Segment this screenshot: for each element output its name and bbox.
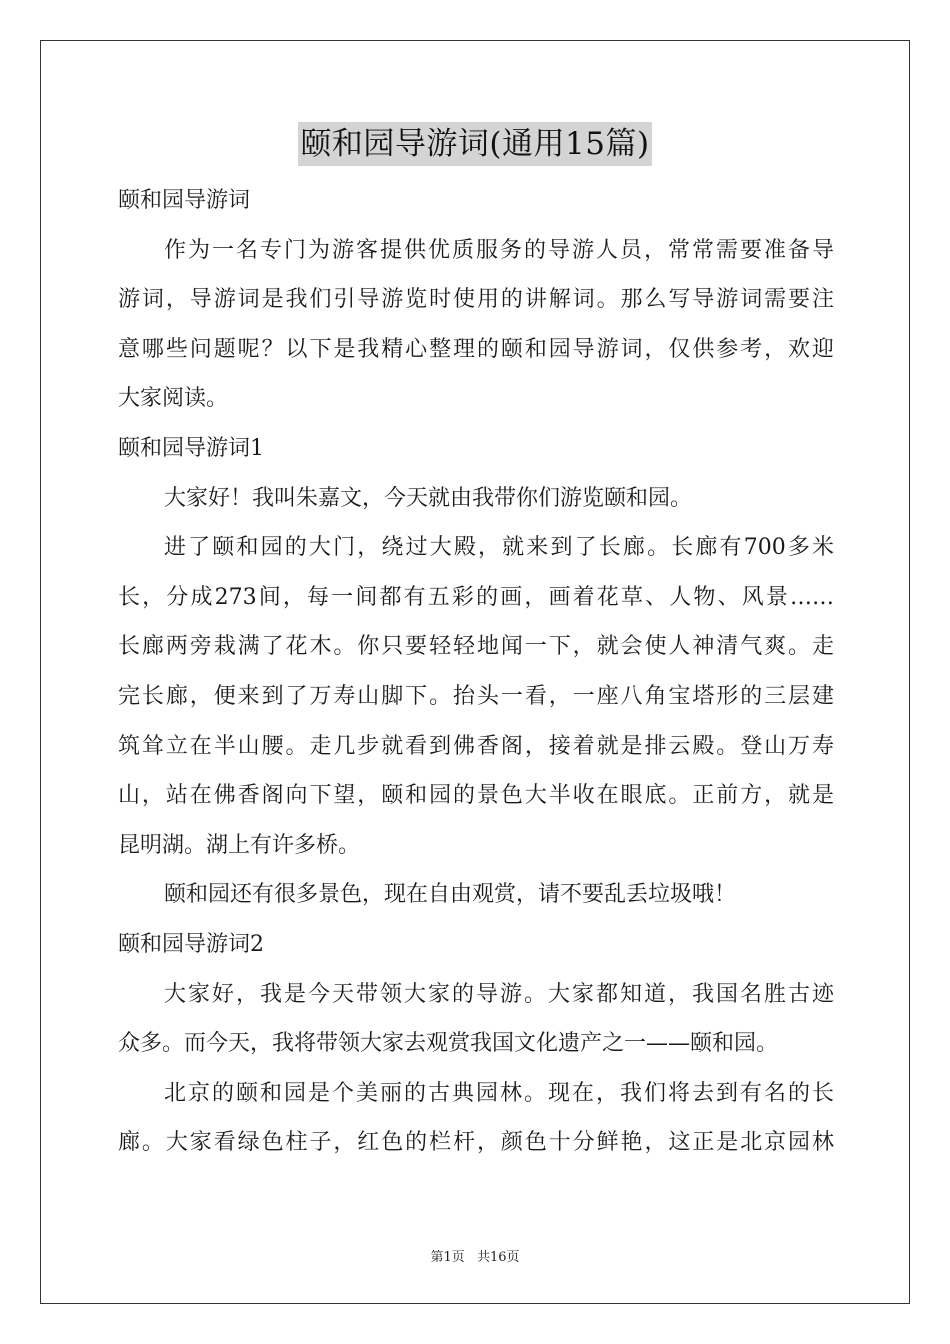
page-footer — [0, 1246, 950, 1265]
text-line: 意哪些问题呢？以下是我精心整理的颐和园导游词，仅供参考，欢迎 — [118, 336, 834, 362]
text-line: 众多。而今天，我将带领大家去观赏我国文化遗产之一——颐和园。 — [118, 1031, 779, 1057]
text-line: 北京的颐和园是个美丽的古典园林。现在，我们将去到有名的长 — [164, 1080, 834, 1106]
text-line: 颐和园还有很多景色，现在自由观赏，请不要乱丢垃圾哦！ — [164, 882, 737, 908]
text-line: 大家好，我是今天带领大家的导游。大家都知道，我国名胜古迹 — [164, 981, 834, 1007]
text-line: 进了颐和园的大门，绕过大殿，就来到了长廊。长廊有700多米 — [164, 535, 834, 561]
text-line: 大家好！我叫朱嘉文，今天就由我带你们游览颐和园。 — [164, 485, 693, 511]
text-line: 作为一名专门为游客提供优质服务的导游人员，常常需要准备导 — [164, 237, 834, 263]
document-body — [118, 176, 834, 1168]
page-total: 共16页 — [476, 1250, 520, 1265]
text-line: 大家阅读。 — [118, 386, 229, 412]
text-line: 长廊两旁栽满了花木。你只要轻轻地闻一下，就会使人神清气爽。走 — [118, 634, 834, 660]
text-line: 长，分成273间，每一间都有五彩的画，画着花草、人物、风景…… — [118, 584, 834, 610]
text-line: 颐和园导游词2 — [118, 931, 264, 957]
document-title: 颐和园导游词(通用15篇) — [298, 122, 651, 166]
text-line: 游词，导游词是我们引导游览时使用的讲解词。那么写导游词需要注 — [118, 287, 834, 313]
title-wrap — [0, 122, 950, 166]
text-line: 山，站在佛香阁向下望，颐和园的景色大半收在眼底。正前方，就是 — [118, 783, 834, 809]
text-line: 颐和园导游词 — [118, 188, 251, 213]
text-line: 昆明湖。湖上有许多桥。 — [118, 832, 361, 858]
text-line: 完长廊，便来到了万寿山脚下。抬头一看，一座八角宝塔形的三层建 — [118, 683, 834, 709]
text-line: 颐和园导游词1 — [118, 435, 264, 461]
text-line: 筑耸立在半山腰。走几步就看到佛香阁，接着就是排云殿。登山万寿 — [118, 733, 834, 759]
text-line: 廊。大家看绿色柱子，红色的栏杆，颜色十分鲜艳，这正是北京园林 — [118, 1130, 834, 1156]
page-number: 第1页 — [430, 1250, 465, 1265]
